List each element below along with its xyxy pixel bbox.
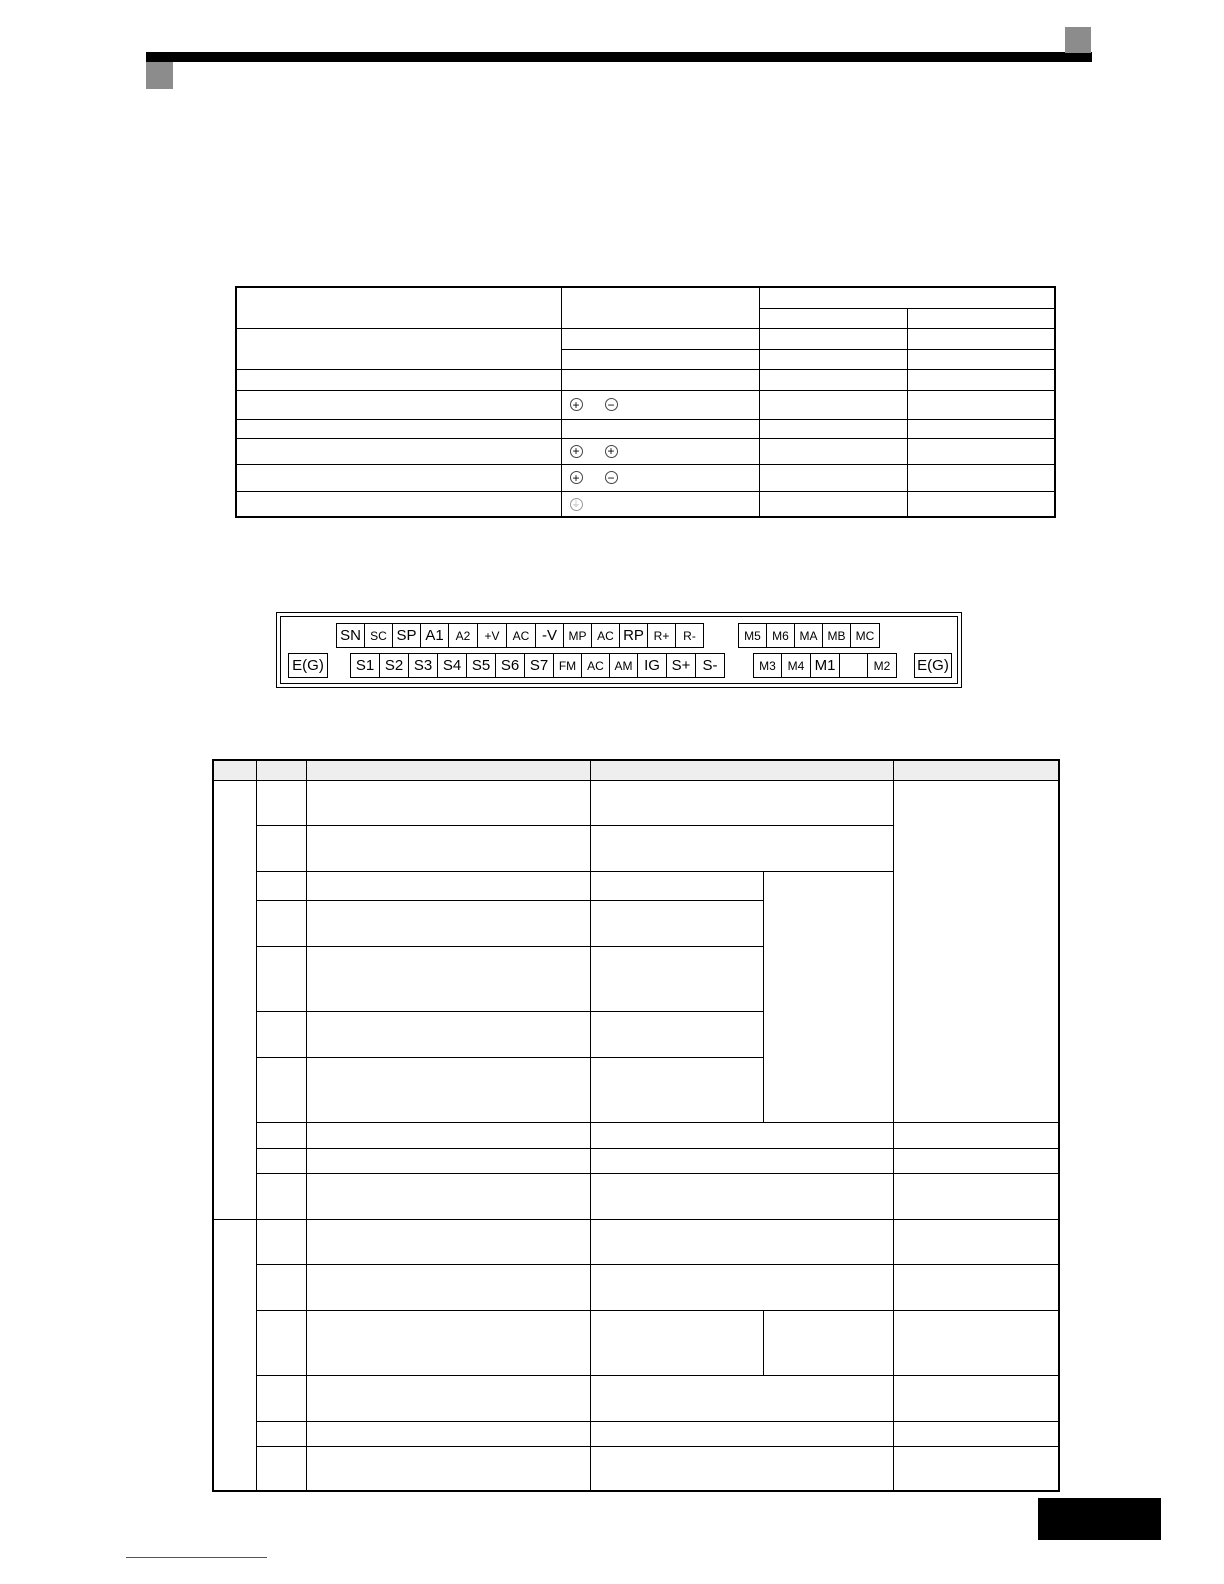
- table-header-cell: [893, 760, 1059, 780]
- terminal: SC: [364, 623, 393, 648]
- terminal: MA: [794, 623, 823, 648]
- table-cell: [893, 1173, 1059, 1219]
- table-cell: [561, 438, 759, 464]
- terminal-symbols: [562, 471, 618, 484]
- table-cell: [256, 1122, 306, 1148]
- terminal-function-table: [212, 759, 1060, 1492]
- table-cell: [590, 946, 763, 1011]
- table-cell: [256, 1421, 306, 1446]
- table-cell: [561, 464, 759, 491]
- table-cell: [306, 946, 590, 1011]
- header-square-right: [1065, 27, 1091, 53]
- table-cell: [236, 369, 561, 390]
- terminal: FM: [553, 653, 582, 678]
- table-row: [236, 491, 1055, 517]
- terminal: MP: [563, 623, 592, 648]
- terminal-symbols: [562, 398, 618, 411]
- table-cell: [306, 1310, 590, 1375]
- table-cell: [893, 1310, 1059, 1375]
- table-cell: [590, 1446, 893, 1491]
- table-cell: [590, 825, 893, 871]
- table-cell: [256, 825, 306, 871]
- terminal-symbols: [562, 445, 618, 458]
- terminal: A2: [448, 623, 478, 648]
- table-cell: [561, 390, 759, 419]
- table-cell: [590, 1057, 763, 1122]
- table-cell: [306, 871, 590, 900]
- table-cell: [236, 491, 561, 517]
- terminal: M2: [867, 653, 897, 678]
- table-header-cell: [306, 760, 590, 780]
- table-group-cell: [213, 780, 256, 1219]
- table-cell: [759, 464, 907, 491]
- table-cell: [907, 328, 1055, 349]
- table-row: [213, 1148, 1059, 1173]
- table-header-cell: [590, 760, 893, 780]
- table-row: [213, 1219, 1059, 1264]
- terminal: SP: [392, 623, 421, 648]
- footer-link-underline[interactable]: [126, 1557, 267, 1558]
- table-cell: [256, 1011, 306, 1057]
- table-cell: [236, 328, 561, 369]
- table-cell: [893, 1122, 1059, 1148]
- table-cell: [759, 349, 907, 369]
- table-cell: [256, 1148, 306, 1173]
- table-row: [213, 1173, 1059, 1219]
- table-cell: [256, 1057, 306, 1122]
- table-cell: [590, 1173, 893, 1219]
- header-square-left: [146, 62, 173, 89]
- wire-size-table: [235, 286, 1056, 518]
- table-header-cell: [256, 760, 306, 780]
- minus-symbol-icon: −: [605, 398, 618, 411]
- table-cell: [907, 369, 1055, 390]
- plus-symbol-icon: +: [570, 471, 583, 484]
- table-cell: [907, 491, 1055, 517]
- terminal: S7: [524, 653, 554, 678]
- terminal-strip-inner: [280, 616, 958, 684]
- table-header-cell: [213, 760, 256, 780]
- table-cell: [759, 328, 907, 349]
- table-cell: [590, 1375, 893, 1421]
- control-terminal-strip: [276, 612, 962, 688]
- table-cell: [893, 1375, 1059, 1421]
- table-group-cell: [213, 1219, 256, 1491]
- terminal: AC: [591, 623, 620, 648]
- table-cell: [590, 1219, 893, 1264]
- table-cell: [893, 780, 1059, 1122]
- table-cell: [256, 946, 306, 1011]
- ground-terminal: E(G): [914, 653, 952, 678]
- table-cell: [306, 1011, 590, 1057]
- table-cell: [763, 1310, 893, 1375]
- terminal: M5: [738, 623, 767, 648]
- terminal: S-: [695, 653, 725, 678]
- table-cell: [306, 1375, 590, 1421]
- table-cell: [236, 390, 561, 419]
- table-cell: [306, 1446, 590, 1491]
- terminal: SN: [336, 623, 365, 648]
- table-cell: [590, 1310, 763, 1375]
- table-row: [213, 1446, 1059, 1491]
- table-row: [213, 780, 1059, 825]
- table-cell: [907, 349, 1055, 369]
- table-row: [213, 1310, 1059, 1375]
- table-cell: [256, 900, 306, 946]
- table-cell: [590, 871, 763, 900]
- table-cell: [893, 1219, 1059, 1264]
- terminal: S2: [379, 653, 409, 678]
- table-row: [236, 328, 1055, 349]
- terminal: AC: [506, 623, 536, 648]
- terminal: S6: [495, 653, 525, 678]
- table-row: [213, 1421, 1059, 1446]
- table-cell: [256, 780, 306, 825]
- table-cell: [256, 1446, 306, 1491]
- plus-symbol-icon: +: [570, 445, 583, 458]
- terminal: IG: [637, 653, 667, 678]
- table-cell: [590, 1264, 893, 1310]
- page-number-tab: [1038, 1498, 1161, 1540]
- table-cell: [907, 464, 1055, 491]
- table-header-cell: [759, 308, 907, 328]
- table-cell: [236, 419, 561, 438]
- table-cell: [256, 1375, 306, 1421]
- table-cell: [256, 871, 306, 900]
- terminal: S5: [466, 653, 496, 678]
- table-header-cell: [907, 308, 1055, 328]
- ground-symbol-icon: ⏚: [571, 499, 581, 510]
- table-cell: [561, 419, 759, 438]
- table-header-row: [213, 760, 1059, 780]
- ground-terminal: E(G): [288, 653, 328, 678]
- plus-symbol-icon: +: [570, 398, 583, 411]
- table-cell: [561, 349, 759, 369]
- table-cell: [236, 464, 561, 491]
- minus-symbol-icon: −: [605, 471, 618, 484]
- terminal-blank: [839, 653, 868, 678]
- table-cell: [763, 871, 893, 1122]
- table-cell: [590, 1148, 893, 1173]
- table-cell: [759, 438, 907, 464]
- table-cell: [561, 491, 759, 517]
- table-row: [236, 369, 1055, 390]
- table-cell: [759, 491, 907, 517]
- table-cell: [561, 328, 759, 349]
- table-cell: [590, 900, 763, 946]
- terminal: A1: [420, 623, 449, 648]
- terminal-symbols: [562, 498, 583, 511]
- table-cell: [907, 390, 1055, 419]
- terminal: S1: [350, 653, 380, 678]
- terminal: M6: [766, 623, 795, 648]
- table-cell: [759, 419, 907, 438]
- terminal: +V: [477, 623, 507, 648]
- terminal: M4: [781, 653, 811, 678]
- table-cell: [256, 1173, 306, 1219]
- table-header-cell: [236, 287, 561, 328]
- terminal: S4: [437, 653, 467, 678]
- table-header-cell: [759, 287, 1055, 308]
- terminal: R+: [647, 623, 676, 648]
- plus-symbol-icon: +: [605, 445, 618, 458]
- table-cell: [759, 390, 907, 419]
- table-cell: [893, 1446, 1059, 1491]
- table-row: [213, 1122, 1059, 1148]
- table-cell: [256, 1219, 306, 1264]
- terminal: S+: [666, 653, 696, 678]
- table-cell: [256, 1310, 306, 1375]
- terminal: R-: [675, 623, 704, 648]
- table-row: [213, 1264, 1059, 1310]
- table-header-cell: [561, 287, 759, 328]
- terminal: M3: [753, 653, 782, 678]
- terminal: AC: [581, 653, 610, 678]
- terminal: M1: [810, 653, 840, 678]
- table-row: [236, 438, 1055, 464]
- table-cell: [907, 438, 1055, 464]
- table-cell: [306, 780, 590, 825]
- table-cell: [306, 1173, 590, 1219]
- table-cell: [306, 1264, 590, 1310]
- table-cell: [893, 1421, 1059, 1446]
- table-cell: [306, 1421, 590, 1446]
- table-row: [213, 1375, 1059, 1421]
- terminal: AM: [609, 653, 638, 678]
- table-cell: [907, 419, 1055, 438]
- table-cell: [306, 825, 590, 871]
- table-cell: [561, 369, 759, 390]
- table-cell: [590, 1011, 763, 1057]
- table-cell: [893, 1148, 1059, 1173]
- terminal: MB: [822, 623, 851, 648]
- table-cell: [590, 1122, 893, 1148]
- terminal: RP: [619, 623, 648, 648]
- table-cell: [306, 1122, 590, 1148]
- table-cell: [590, 1421, 893, 1446]
- table-cell: [236, 438, 561, 464]
- terminal: -V: [535, 623, 564, 648]
- table-cell: [306, 1057, 590, 1122]
- table-cell: [306, 900, 590, 946]
- header-bar: [146, 52, 1092, 62]
- terminal: MC: [850, 623, 880, 648]
- table-cell: [256, 1264, 306, 1310]
- table-cell: [306, 1219, 590, 1264]
- terminal: S3: [408, 653, 438, 678]
- table-row: [236, 390, 1055, 419]
- table-row: [236, 287, 1055, 308]
- table-cell: [893, 1264, 1059, 1310]
- table-cell: [759, 369, 907, 390]
- table-cell: [306, 1148, 590, 1173]
- table-row: [236, 419, 1055, 438]
- table-row: [236, 464, 1055, 491]
- table-cell: [590, 780, 893, 825]
